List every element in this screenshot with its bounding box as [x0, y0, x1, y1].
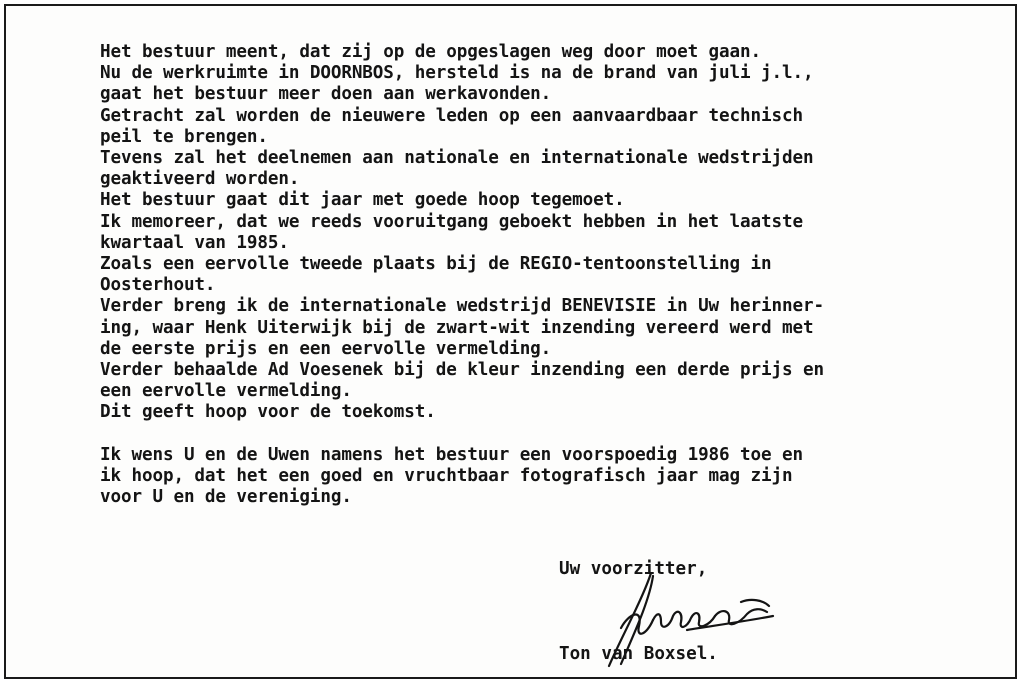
paragraph-gap	[100, 424, 1000, 445]
text-line: Het bestuur gaat dit jaar met goede hoop tegemoet.	[100, 190, 625, 211]
text-line: Dit geeft hoop voor de toekomst.	[100, 402, 436, 423]
text-line: Ik wens U en de Uwen namens het bestuur een voorspoedig 1986 toe en	[100, 444, 803, 465]
text-line: kwartaal van 1985.	[100, 232, 289, 253]
text-line: geaktiveerd worden.	[100, 169, 300, 190]
text-line: ik hoop, dat het een goed en vruchtbaar fotografisch jaar mag zijn	[100, 465, 793, 486]
letter-body	[100, 42, 1000, 508]
text-line: Oosterhout.	[100, 275, 216, 296]
text-line: peil te brengen.	[100, 126, 268, 147]
signer-name: Ton van Boxsel.	[559, 644, 718, 664]
text-line: Ik memoreer, dat we reeds vooruitgang geboekt hebben in het laatste	[100, 211, 803, 232]
text-line: Getracht zal worden de nieuwere leden op een aanvaardbaar technisch	[100, 105, 803, 126]
text-line: ing, waar Henk Uiterwijk bij de zwart-wit inzending vereerd werd met	[100, 317, 814, 338]
text-line: Tevens zal het deelnemen aan nationale en internationale wedstrijden	[100, 148, 814, 169]
text-line: Zoals een eervolle tweede plaats bij de REGIO-tentoonstelling in	[100, 254, 772, 275]
closing-salutation: Uw voorzitter,	[559, 559, 708, 579]
text-line: de eerste prijs en een eervolle vermelding.	[100, 338, 552, 359]
text-line: Verder behaalde Ad Voesenek bij de kleur inzending een derde prijs en	[100, 360, 824, 381]
paragraph-1	[100, 42, 1000, 424]
text-line: Nu de werkruimte in DOORNBOS, hersteld is na de brand van juli j.l.,	[100, 63, 814, 84]
paragraph-2	[100, 445, 1000, 509]
text-line: voor U en de vereniging.	[100, 487, 352, 508]
document-page	[4, 4, 1017, 679]
text-line: gaat het bestuur meer doen aan werkavonden.	[100, 84, 552, 105]
text-line: Verder breng ik de internationale wedstrijd BENEVISIE in Uw herinner-	[100, 296, 824, 317]
text-line: Het bestuur meent, dat zij op de opgeslagen weg door moet gaan.	[100, 42, 762, 62]
text-line: een eervolle vermelding.	[100, 381, 352, 402]
